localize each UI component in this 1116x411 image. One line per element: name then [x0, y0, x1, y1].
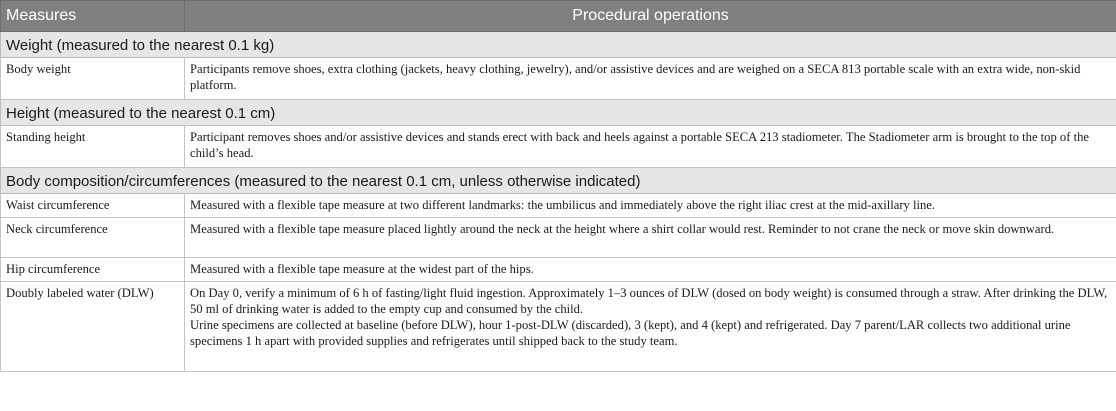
procedure-text: Participant removes shoes and/or assistive devices and stands erect with back and heels against a portable SECA 213 stadiometer. The Stadiometer arm is brought to the top of the child’s head.	[190, 130, 1089, 160]
table-row	[1, 258, 1116, 282]
procedure-text: On Day 0, verify a minimum of 6 h of fasting/light fluid ingestion. Approximately 1–3 ounces of DLW (dosed on body weight) is consumed through a straw. After drinking the DLW, 50 ml of drinking water is added to the empty cup and consumed by the child.	[190, 286, 1108, 316]
procedure-text: Participants remove shoes, extra clothing (jackets, heavy clothing, jewelry), and/or assistive devices and are weighed on a SECA 813 portable scale with an extra wide, non-skid platform.	[190, 62, 1081, 92]
procedure-standing-height	[185, 126, 1116, 168]
procedure-neck-circumference	[185, 218, 1116, 258]
table-row	[1, 126, 1116, 168]
procedure-hip-circumference	[185, 258, 1116, 282]
measure-hip-circumference: Hip circumference	[1, 258, 185, 282]
measure-body-weight: Body weight	[1, 58, 185, 100]
section-title: Body composition/circumferences (measured to the nearest 0.1 cm, unless otherwise indicated)	[1, 168, 1116, 194]
header-row	[1, 1, 1116, 32]
section-title: Weight (measured to the nearest 0.1 kg)	[1, 32, 1116, 58]
measure-doubly-labeled-water: Doubly labeled water (DLW)	[1, 282, 185, 372]
header-measures: Measures	[1, 1, 185, 32]
measure-waist-circumference: Waist circumference	[1, 194, 185, 218]
measure-neck-circumference: Neck circumference	[1, 218, 185, 258]
header-procedural-operations: Procedural operations	[185, 1, 1116, 32]
procedure-text: Measured with a flexible tape measure placed lightly around the neck at the height where a shirt collar would rest. Reminder to not crane the neck or move skin downward.	[190, 222, 1055, 236]
procedure-doubly-labeled-water	[185, 282, 1116, 372]
section-height	[1, 100, 1116, 126]
section-weight	[1, 32, 1116, 58]
procedure-text: Urine specimens are collected at baseline (before DLW), hour 1-post-DLW (discarded), 3 (kept), and 4 (kept) and refrigerated. Day 7 parent/LAR collects two additional urine specimens 1 h apart with provided supplies and refrigerates until shipped back to the study team.	[190, 318, 1071, 348]
table-row	[1, 58, 1116, 100]
table-row	[1, 194, 1116, 218]
procedure-body-weight	[185, 58, 1116, 100]
section-title: Height (measured to the nearest 0.1 cm)	[1, 100, 1116, 126]
measure-standing-height: Standing height	[1, 126, 185, 168]
procedure-text: Measured with a flexible tape measure at two different landmarks: the umbilicus and immediately above the right iliac crest at the mid-axillary line.	[190, 198, 935, 212]
procedure-waist-circumference	[185, 194, 1116, 218]
table-row	[1, 218, 1116, 258]
procedure-text: Measured with a flexible tape measure at the widest part of the hips.	[190, 262, 534, 276]
section-body-composition	[1, 168, 1116, 194]
table-row	[1, 282, 1116, 372]
